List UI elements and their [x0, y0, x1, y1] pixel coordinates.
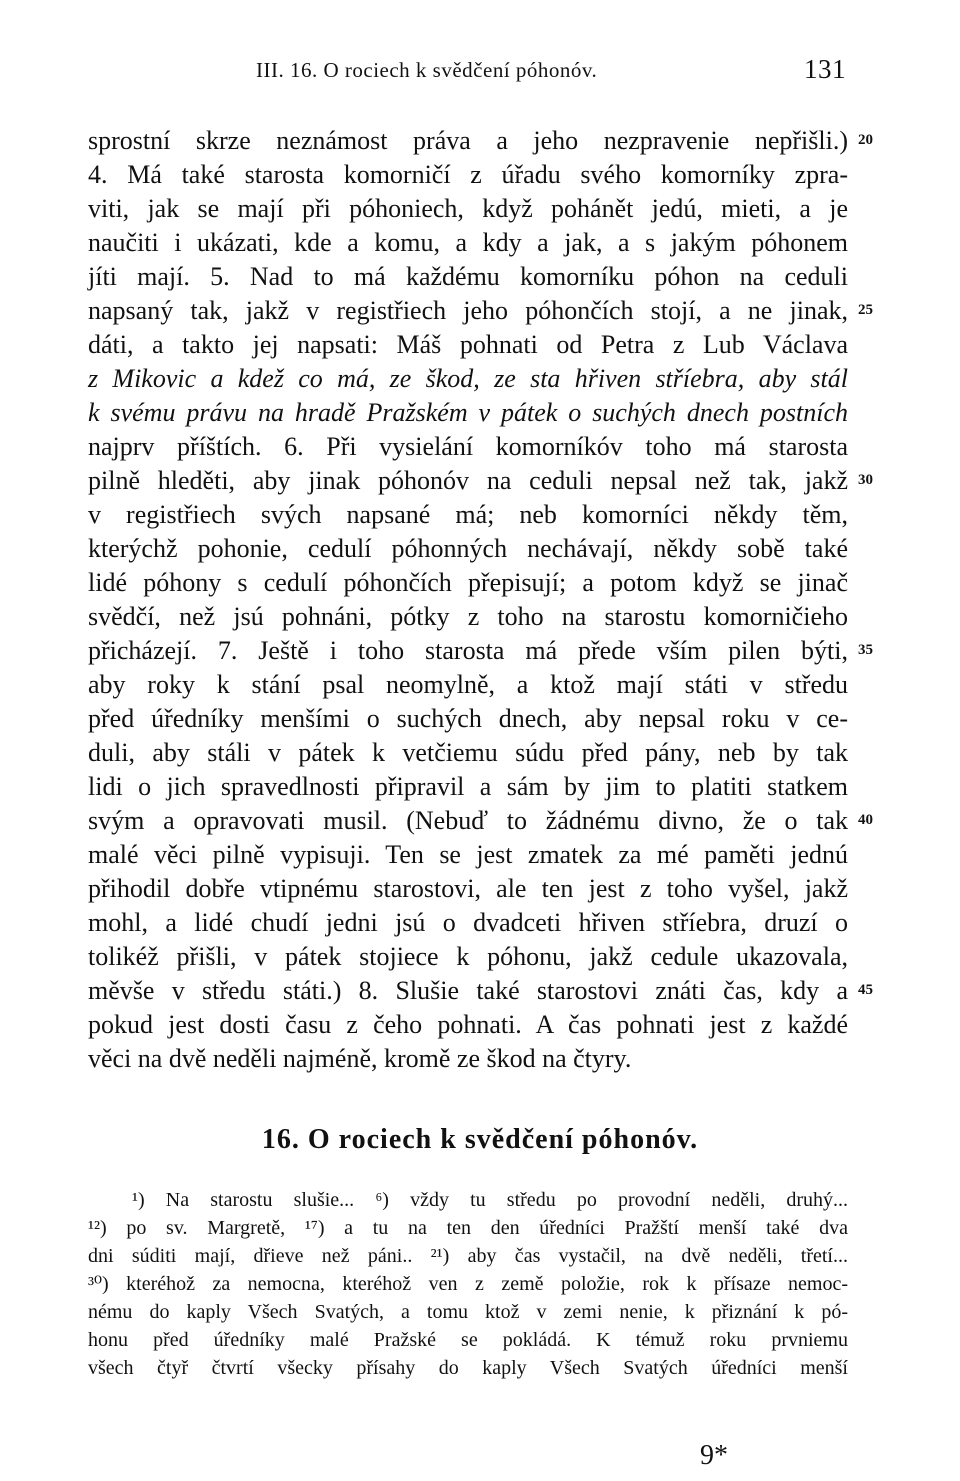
- footnote-line: dni súditi mají, dřieve než páni.. ²¹) aby čas vystačil, na dvě neděli, třetí...: [88, 1245, 848, 1267]
- footnote-line: nému do kaply Všech Svatých, a tomu ktož v zemi nenie, k přiznání k pó-: [88, 1301, 848, 1323]
- body-line: 4. Má také starosta komorničí z úřadu svého komorníky zpra-: [88, 160, 848, 189]
- footnote-line: ³⁰) kteréhož za nemocna, kteréhož ven z země položie, rok k přísaze nemoc-: [88, 1273, 848, 1295]
- body-line: pilně hleděti, aby jinak póhonóv na ceduli nepsal než tak, jakž: [88, 466, 848, 495]
- signature-mark: 9*: [700, 1440, 728, 1471]
- line-number: 25: [858, 302, 873, 318]
- line-number: 35: [858, 642, 873, 658]
- body-line: duli, aby stáli v pátek k vetčiemu súdu před pány, neb by tak: [88, 738, 848, 767]
- body-line: mohl, a lidé chudí jedni jsú o dvadceti hřiven stříebra, druzí o: [88, 908, 848, 937]
- footnote-line: ¹²) po sv. Margretě, ¹⁷) a tu na ten den úředníci Pražští menší také dva: [88, 1217, 848, 1239]
- body-line: přihodil dobře vtipnému starostovi, ale ten jest z toho vyšel, jakž: [88, 874, 848, 903]
- body-line: věci na dvě neděli najméně, kromě ze škod na čtyry.: [88, 1044, 632, 1073]
- line-number: 40: [858, 812, 873, 828]
- body-line: malé věci pilně vypisuji. Ten se jest zmatek za mé paměti jednú: [88, 840, 848, 869]
- body-line: naučiti i ukázati, kde a komu, a kdy a jak, a s jakým póhonem: [88, 228, 848, 257]
- body-line: z Mikovic a kdež co má, ze škod, ze sta hřiven stříebra, aby stál: [88, 364, 848, 393]
- body-line: lidé póhony s cedulí póhončích přepisují; a potom když se jinač: [88, 568, 848, 597]
- body-line: sprostní skrze neznámost práva a jeho nezpravenie nepřišli.): [88, 126, 848, 155]
- body-line: dáti, a takto jej napsati: Máš pohnati od Petra z Lub Václava: [88, 330, 848, 359]
- line-number: 30: [858, 472, 873, 488]
- footnote-line: ¹) Na starostu slušie... ⁶) vždy tu středu po provodní neděli, druhý...: [132, 1189, 848, 1211]
- footnote-line: všech čtyř čtvrtí všecky přísahy do kaply Všech Svatých úředníci menší: [88, 1357, 848, 1379]
- body-line: kterýchž pohonie, cedulí póhonných nechávají, někdy sobě také: [88, 534, 848, 563]
- body-line: lidi o jich spravedlnosti připravil a sám by jim to platiti statkem: [88, 772, 848, 801]
- body-line: aby roky k stání psal neomylně, a ktož mají státi v středu: [88, 670, 848, 699]
- body-line: před úředníky menšími o suchých dnech, aby nepsal roku v ce-: [88, 704, 848, 733]
- section-title: 16. O rociech k svědčení póhonóv.: [261, 1124, 699, 1155]
- body-line: svým a opravovati musil. (Nebuď to žádnému divno, že o tak: [88, 806, 848, 835]
- body-line: pokud jest dosti času z čeho pohnati. A čas pohnati jest z každé: [88, 1010, 848, 1039]
- page-number: 131: [804, 54, 846, 84]
- body-line: napsaný tak, jakž v registřiech jeho póhončích stojí, a ne jinak,: [88, 296, 848, 325]
- line-number: 45: [858, 982, 873, 998]
- body-line: najprv příštích. 6. Při vysielání komorníkóv toho má starosta: [88, 432, 848, 461]
- body-line: jíti mají. 5. Nad to má každému komorníku póhon na ceduli: [88, 262, 848, 291]
- body-line: měvše v středu státi.) 8. Slušie také starostovi znáti čas, kdy a: [88, 976, 848, 1005]
- line-number: 20: [858, 132, 873, 148]
- body-line: k svému právu na hradě Pražském v pátek o suchých dnech postních: [88, 398, 848, 427]
- body-line: v registřiech svých napsané má; neb komorníci někdy těm,: [88, 500, 848, 529]
- body-line: tolikéž přišli, v pátek stojiece k póhonu, jakž cedule ukazovala,: [88, 942, 848, 971]
- footnote-line: honu před úředníky malé Pražské se pokládá. K témuž roku prvniemu: [88, 1329, 848, 1351]
- running-header: [256, 54, 846, 84]
- body-line: viti, jak se mají při póhoniech, když pohánět jedú, mieti, a je: [88, 194, 848, 223]
- body-line: svědčí, než jsú pohnáni, pótky z toho na starostu komorničieho: [88, 602, 848, 631]
- body-line: přicházejí. 7. Ještě i toho starosta má přede vším pilen býti,: [88, 636, 848, 665]
- running-title: III. 16. O rociech k svědčení póhonóv.: [256, 58, 598, 82]
